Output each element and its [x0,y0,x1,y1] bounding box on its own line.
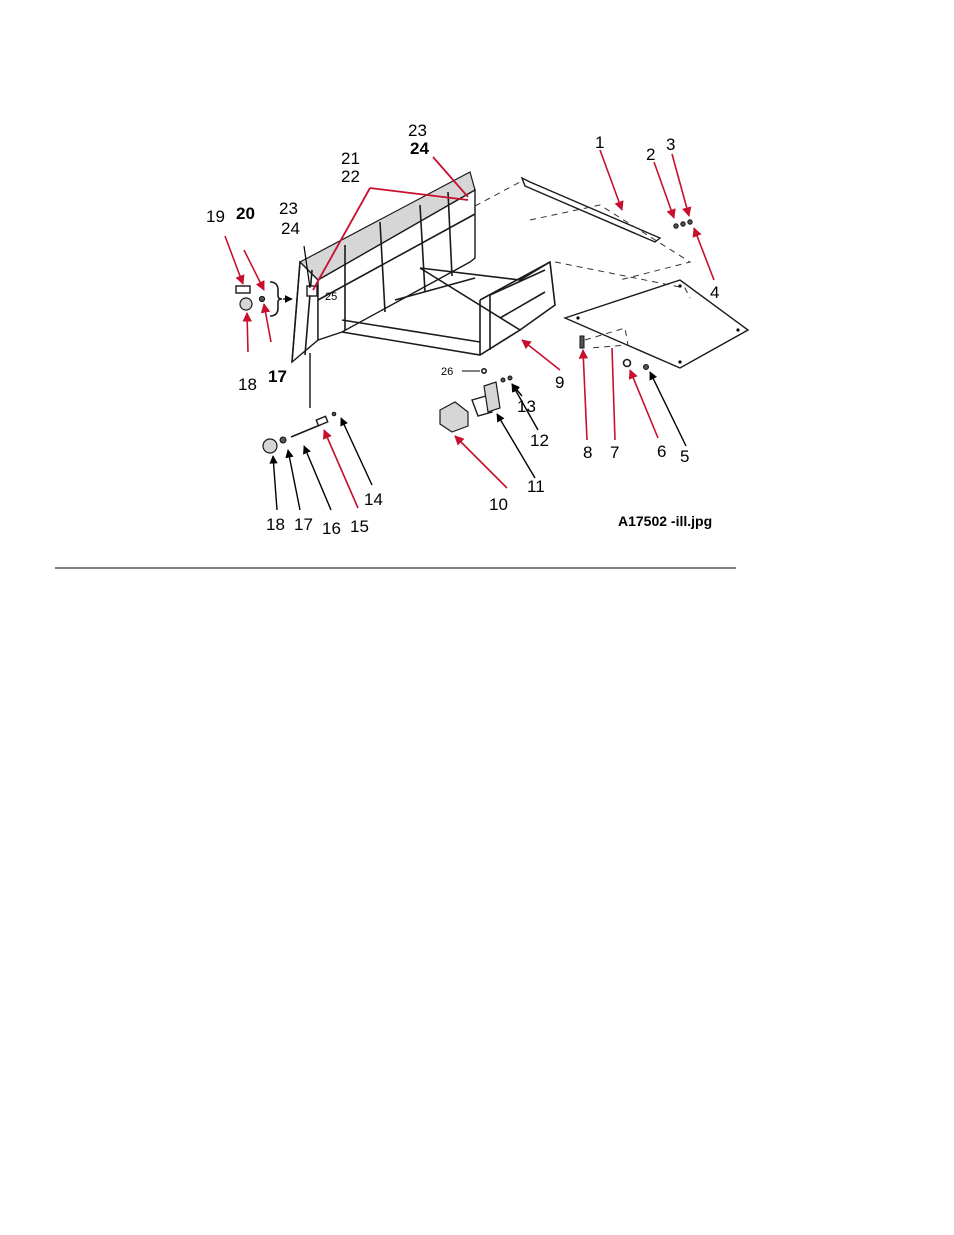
callout-4: 4 [710,283,720,302]
callout-12: 12 [530,431,549,450]
callout-5: 5 [680,447,690,466]
callout-23-top: 23 [408,121,427,140]
callout-1: 1 [595,133,605,152]
callout-21: 21 [341,149,360,168]
callout-17-bottom: 17 [294,515,313,534]
cutting-edge [475,178,690,280]
callout-18-bottom: 18 [266,515,285,534]
callout-18-left: 18 [238,375,257,394]
callout-9: 9 [555,373,565,392]
callout-3: 3 [666,135,676,154]
callout-20: 20 [236,204,255,223]
moldboard-blade [292,172,475,362]
callout-6: 6 [657,442,667,461]
callout-22: 22 [341,167,360,186]
end-plate [555,262,748,368]
callout-11: 11 [527,477,545,496]
callout-19: 19 [206,207,225,226]
callout-25: 25 [325,291,338,303]
callout-7: 7 [610,443,620,462]
callout-23-left: 23 [279,199,298,218]
callout-26: 26 [441,366,454,378]
callout-2: 2 [646,145,656,164]
callout-8: 8 [583,443,593,462]
callout-13: 13 [517,397,536,416]
callout-10: 10 [489,495,508,514]
callout-24-top: 24 [410,139,429,158]
callout-15: 15 [350,517,369,536]
callout-24-left: 24 [281,219,300,238]
callout-14: 14 [364,490,383,509]
callout-17-left: 17 [268,367,287,386]
figure-caption: A17502 -ill.jpg [618,513,713,529]
callout-16: 16 [322,519,341,538]
